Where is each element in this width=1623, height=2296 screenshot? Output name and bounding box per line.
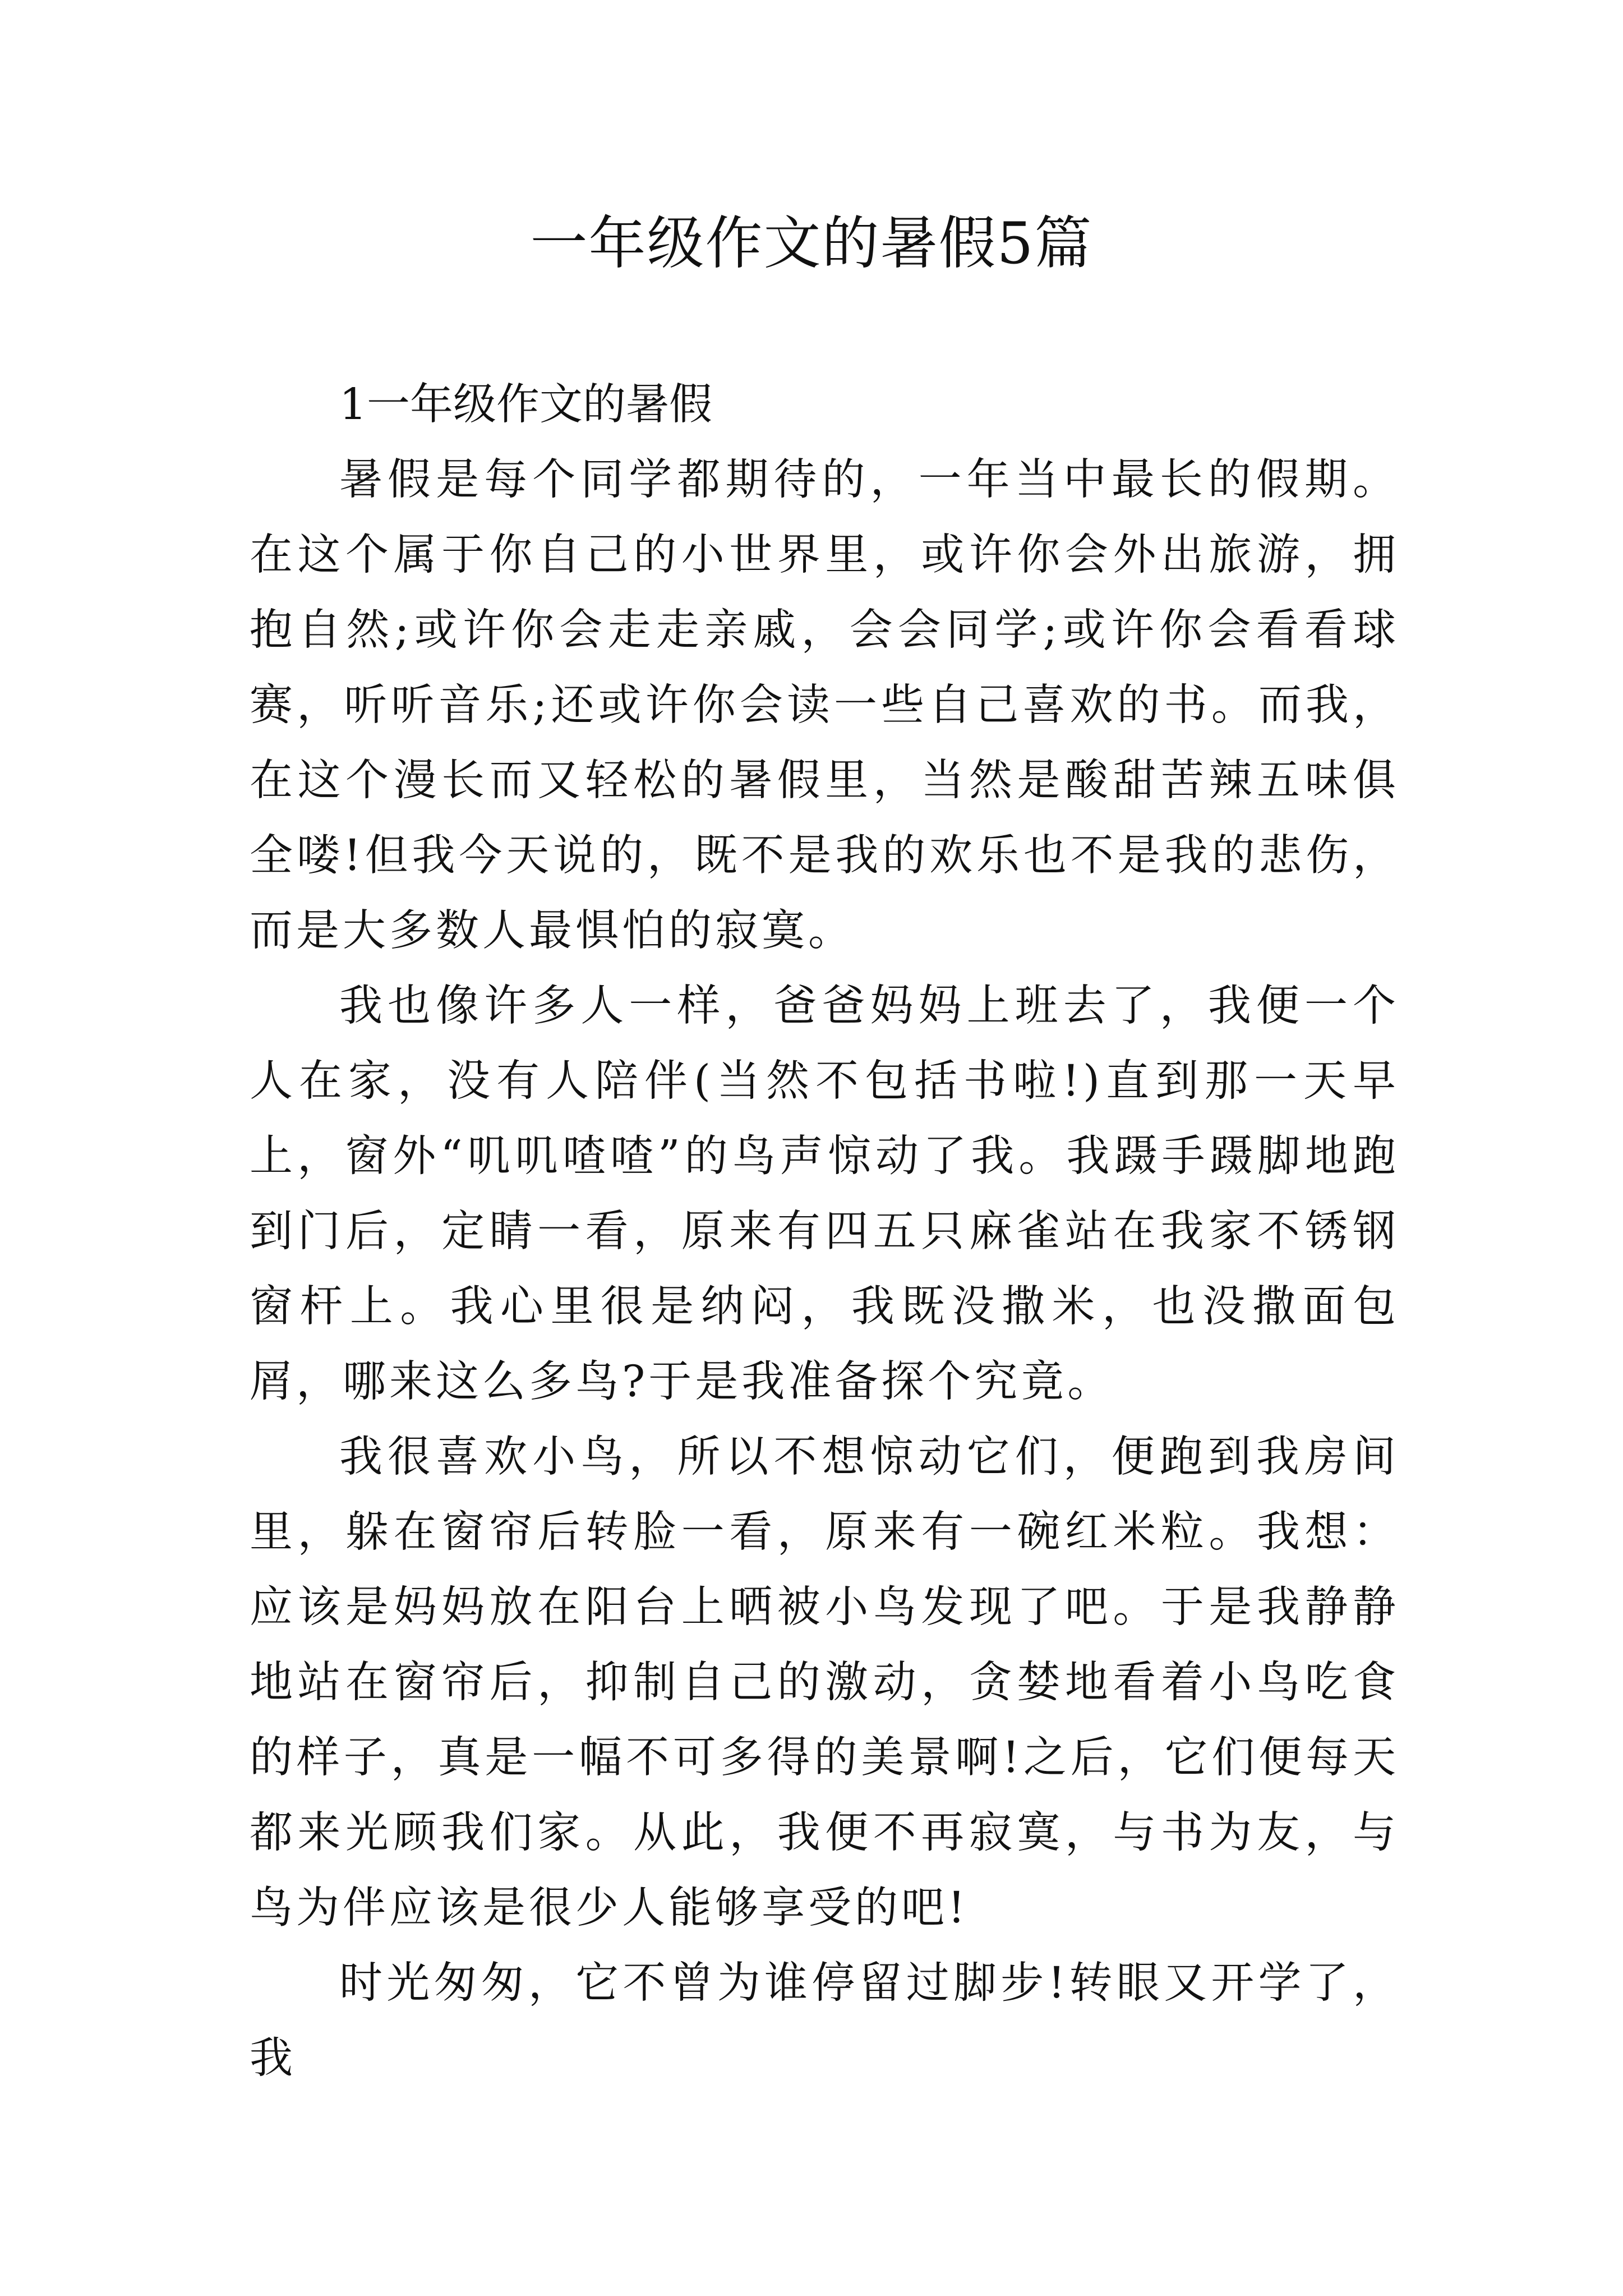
paragraph-4: 时光匆匆，它不曾为谁停留过脚步!转眼又开学了，我 — [250, 1958, 1399, 2083]
paragraph-2: 我也像许多人一样，爸爸妈妈上班去了，我便一个人在家，没有人陪伴(当然不包括书啦!)直到那一天早上，窗外“叽叽喳喳”的鸟声惊动了我。我蹑手蹑脚地跑到门后，定睛一看，原来有四五只麻雀站在我家不锈钢窗杆上。我心里很是纳闷，我既没撒米，也没撒面包屑，哪来这么多鸟?于是我准备探个究竟。 — [250, 981, 1399, 1407]
paragraph-3: 我很喜欢小鸟，所以不想惊动它们，便跑到我房间里，躲在窗帘后转脸一看，原来有一碗红米粒。我想：应该是妈妈放在阳台上晒被小鸟发现了吧。于是我静静地站在窗帘后，抑制自己的激动，贪婪地看着小鸟吃食的样子，真是一幅不可多得的美景啊!之后，它们便每天都来光顾我们家。从此，我便不再寂寞，与书为友，与鸟为伴应该是很少人能够享受的吧! — [250, 1432, 1399, 1933]
document-title: 一年级作文的暑假5篇 — [530, 210, 1093, 277]
paragraph-1: 暑假是每个同学都期待的，一年当中最长的假期。在这个属于你自己的小世界里，或许你会外出旅游，拥抱自然;或许你会走走亲戚，会会同学;或许你会看看球赛，听听音乐;还或许你会读一些自己喜欢的书。而我，在这个漫长而又轻松的暑假里，当然是酸甜苦辣五味俱全喽!但我今天说的，既不是我的欢乐也不是我的悲伤，而是大多数人最惧怕的寂寞。 — [250, 455, 1399, 956]
document-body — [250, 367, 1399, 2096]
section-heading: 1一年级作文的暑假 — [339, 380, 712, 430]
